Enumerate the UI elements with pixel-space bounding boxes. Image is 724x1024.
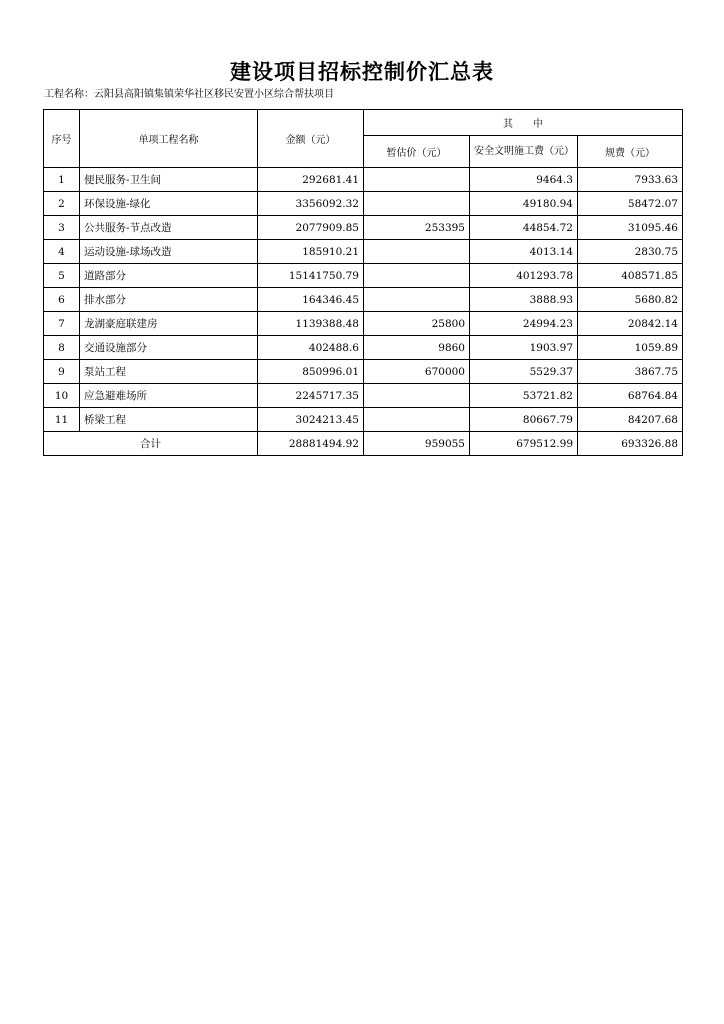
cell-amount: 3356092.32	[258, 192, 364, 216]
cell-seq: 10	[44, 384, 80, 408]
cell-safety: 80667.79	[470, 408, 578, 432]
cell-seq: 8	[44, 336, 80, 360]
cell-amount: 15141750.79	[258, 264, 364, 288]
cell-provisional	[364, 264, 470, 288]
cell-name: 应急避难场所	[80, 384, 258, 408]
cell-name: 公共服务-节点改造	[80, 216, 258, 240]
cell-name: 运动设施-球场改造	[80, 240, 258, 264]
table-row	[44, 216, 683, 240]
cell-safety: 44854.72	[470, 216, 578, 240]
header-among: 其 中	[364, 110, 683, 136]
total-amount: 28881494.92	[258, 432, 364, 456]
header-seq: 序号	[44, 110, 80, 168]
table-row	[44, 240, 683, 264]
cell-fees: 3867.75	[578, 360, 683, 384]
cell-name: 道路部分	[80, 264, 258, 288]
table-row	[44, 192, 683, 216]
table-row	[44, 384, 683, 408]
total-fees: 693326.88	[578, 432, 683, 456]
table-row	[44, 264, 683, 288]
cell-amount: 2245717.35	[258, 384, 364, 408]
cell-fees: 408571.85	[578, 264, 683, 288]
summary-table	[43, 109, 683, 456]
header-safety: 安全文明施工费（元）	[470, 136, 578, 168]
cell-safety: 5529.37	[470, 360, 578, 384]
table-row	[44, 168, 683, 192]
cell-provisional: 253395	[364, 216, 470, 240]
cell-fees: 5680.82	[578, 288, 683, 312]
cell-safety: 4013.14	[470, 240, 578, 264]
cell-fees: 1059.89	[578, 336, 683, 360]
cell-safety: 1903.97	[470, 336, 578, 360]
table-row	[44, 336, 683, 360]
cell-amount: 402488.6	[258, 336, 364, 360]
cell-provisional	[364, 240, 470, 264]
cell-name: 桥梁工程	[80, 408, 258, 432]
cell-amount: 292681.41	[258, 168, 364, 192]
cell-seq: 1	[44, 168, 80, 192]
cell-fees: 2830.75	[578, 240, 683, 264]
header-fees: 规费（元）	[578, 136, 683, 168]
cell-safety: 24994.23	[470, 312, 578, 336]
cell-provisional: 670000	[364, 360, 470, 384]
page-title: 建设项目招标控制价汇总表	[230, 60, 494, 84]
table-row	[44, 408, 683, 432]
cell-fees: 20842.14	[578, 312, 683, 336]
cell-seq: 7	[44, 312, 80, 336]
cell-safety: 49180.94	[470, 192, 578, 216]
cell-fees: 7933.63	[578, 168, 683, 192]
cell-safety: 401293.78	[470, 264, 578, 288]
cell-seq: 9	[44, 360, 80, 384]
cell-amount: 164346.45	[258, 288, 364, 312]
cell-amount: 3024213.45	[258, 408, 364, 432]
cell-fees: 31095.46	[578, 216, 683, 240]
cell-seq: 6	[44, 288, 80, 312]
cell-name: 泵站工程	[80, 360, 258, 384]
total-provisional: 959055	[364, 432, 470, 456]
cell-amount: 1139388.48	[258, 312, 364, 336]
cell-safety: 9464.3	[470, 168, 578, 192]
cell-provisional	[364, 288, 470, 312]
cell-fees: 84207.68	[578, 408, 683, 432]
cell-name: 交通设施部分	[80, 336, 258, 360]
cell-fees: 68764.84	[578, 384, 683, 408]
cell-name: 龙湖豪庭联建房	[80, 312, 258, 336]
cell-name: 排水部分	[80, 288, 258, 312]
cell-seq: 4	[44, 240, 80, 264]
total-label: 合计	[44, 432, 258, 456]
cell-provisional	[364, 408, 470, 432]
project-name: 工程名称：云阳县高阳镇集镇荣华社区移民安置小区综合帮扶项目	[44, 89, 334, 100]
cell-seq: 3	[44, 216, 80, 240]
cell-safety: 53721.82	[470, 384, 578, 408]
header-name: 单项工程名称	[80, 110, 258, 168]
header-amount: 金额（元）	[258, 110, 364, 168]
cell-provisional: 9860	[364, 336, 470, 360]
header-provisional: 暂估价（元）	[364, 136, 470, 168]
cell-seq: 5	[44, 264, 80, 288]
cell-seq: 11	[44, 408, 80, 432]
table-row	[44, 288, 683, 312]
cell-provisional	[364, 384, 470, 408]
cell-amount: 2077909.85	[258, 216, 364, 240]
table-row	[44, 360, 683, 384]
cell-amount: 185910.21	[258, 240, 364, 264]
cell-amount: 850996.01	[258, 360, 364, 384]
cell-seq: 2	[44, 192, 80, 216]
total-safety: 679512.99	[470, 432, 578, 456]
table-row	[44, 312, 683, 336]
total-row	[44, 432, 683, 456]
cell-name: 环保设施-绿化	[80, 192, 258, 216]
cell-provisional: 25800	[364, 312, 470, 336]
cell-provisional	[364, 192, 470, 216]
cell-name: 便民服务-卫生间	[80, 168, 258, 192]
cell-safety: 3888.93	[470, 288, 578, 312]
cell-fees: 58472.07	[578, 192, 683, 216]
cell-provisional	[364, 168, 470, 192]
